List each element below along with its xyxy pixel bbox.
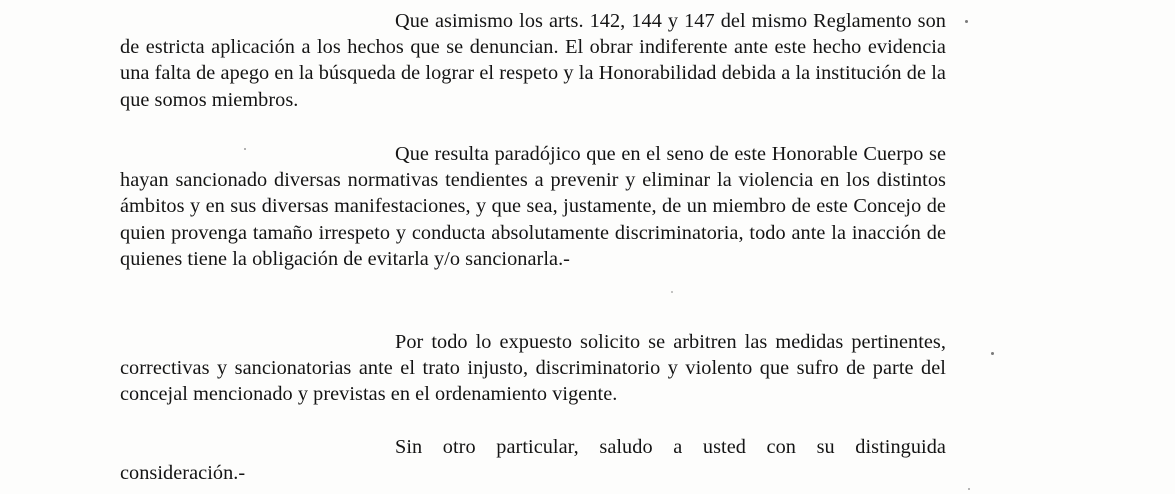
scan-speck [991, 352, 994, 355]
paragraph-articles-application: Que asimismo los arts. 142, 144 y 147 del mismo Reglamento son de estricta aplicación a los hechos que se denuncian. El obrar indiferente ante este hecho evidencia una falta de apego en la búsqueda de lograr el respeto y la Honorabilidad debida a la institución de la que somos miembros. [120, 10, 946, 111]
paragraph-request-measures: Por todo lo expuesto solicito se arbitren las medidas pertinentes, correctivas y sancionatorias ante el trato injusto, discriminatorio y violento que sufro de parte del concejal mencionado y previstas en el ordenamiento vigente. [120, 331, 946, 406]
scan-speck [968, 488, 970, 490]
paragraph-closing-salutation: Sin otro particular, saludo a usted con su distinguida consideración.- [120, 436, 946, 484]
scan-speck [671, 291, 673, 293]
paragraph-paradox-violence: Que resulta paradójico que en el seno de este Honorable Cuerpo se hayan sancionado diversas normativas tendientes a prevenir y eliminar la violencia en los distintos ámbitos y en sus diversas manifestaciones, y que sea, justamente, de un miembro de este Concejo de quien provenga tamaño irrespeto y conducta absolutamente discriminatoria, todo ante la inacción de quienes tiene la obligación de evitarla y/o sancionarla.- [120, 143, 946, 270]
scan-speck [244, 148, 246, 150]
scan-speck [965, 20, 968, 23]
